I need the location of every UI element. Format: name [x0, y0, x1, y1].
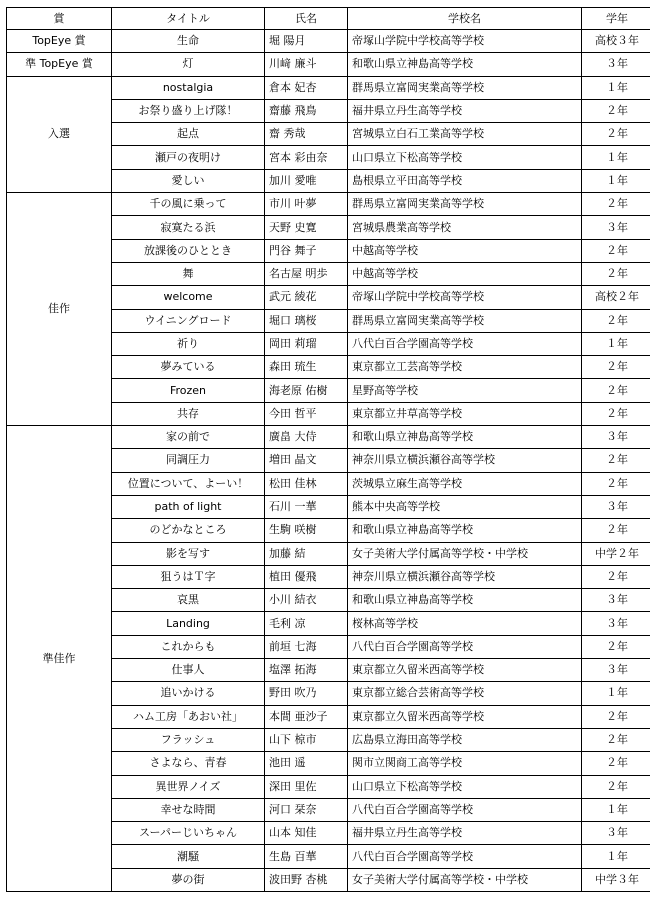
entry-title: 仕事人 [112, 659, 265, 682]
entry-school: 東京都立井草高等学校 [348, 402, 582, 425]
entry-grade: １年 [582, 169, 650, 192]
table-body [7, 30, 650, 892]
entry-school: 和歌山県立神島高等学校 [348, 589, 582, 612]
entry-grade: ２年 [582, 775, 650, 798]
entry-grade: 高校２年 [582, 286, 650, 309]
entry-name: 植田 優飛 [265, 565, 348, 588]
entry-grade: １年 [582, 332, 650, 355]
entry-grade: １年 [582, 682, 650, 705]
entry-name: 本間 亜沙子 [265, 705, 348, 728]
entry-school: 島根県立平田高等学校 [348, 169, 582, 192]
entry-name: 石川 一華 [265, 495, 348, 518]
entry-name: 倉本 妃杏 [265, 76, 348, 99]
entry-title: 同調圧力 [112, 449, 265, 472]
entry-school: 福井県立丹生高等学校 [348, 99, 582, 122]
entry-name: 武元 綾花 [265, 286, 348, 309]
entry-grade: ２年 [582, 99, 650, 122]
entry-grade: ２年 [582, 705, 650, 728]
table-row [7, 53, 650, 76]
entry-school: 東京都立工芸高等学校 [348, 356, 582, 379]
header-row [7, 8, 650, 30]
entry-title: 瀬戸の夜明け [112, 146, 265, 169]
entry-title: 灯 [112, 53, 265, 76]
entry-title: 愛しい [112, 169, 265, 192]
entry-school: 東京都立総合芸術高等学校 [348, 682, 582, 705]
entry-name: 名古屋 明歩 [265, 262, 348, 285]
entry-title: フラッシュ [112, 728, 265, 751]
entry-name: 山本 知佳 [265, 822, 348, 845]
entry-grade: １年 [582, 845, 650, 868]
entry-grade: ２年 [582, 193, 650, 216]
entry-title: 追いかける [112, 682, 265, 705]
entry-name: 松田 佳林 [265, 472, 348, 495]
entry-name: 増田 晶文 [265, 449, 348, 472]
entry-school: 女子美術大学付属高等学校・中学校 [348, 868, 582, 891]
entry-title: 舞 [112, 262, 265, 285]
entry-grade: ３年 [582, 612, 650, 635]
entry-title: 異世界ノイズ [112, 775, 265, 798]
entry-grade: ２年 [582, 728, 650, 751]
entry-name: 齋藤 飛鳥 [265, 99, 348, 122]
entry-grade: ２年 [582, 519, 650, 542]
entry-school: 女子美術大学付属高等学校・中学校 [348, 542, 582, 565]
entry-school: 山口県立下松高等学校 [348, 775, 582, 798]
entry-grade: ３年 [582, 53, 650, 76]
entry-title: 哀黒 [112, 589, 265, 612]
entry-name: 加藤 結 [265, 542, 348, 565]
award-category-cell: 入選 [7, 76, 112, 192]
entry-school: 群馬県立富岡実業高等学校 [348, 193, 582, 216]
entry-name: 小川 結衣 [265, 589, 348, 612]
entry-name: 塩澤 拓海 [265, 659, 348, 682]
entry-title: 狙うはＴ字 [112, 565, 265, 588]
entry-name: 齋 秀哉 [265, 123, 348, 146]
entry-grade: ２年 [582, 402, 650, 425]
header-award: 賞 [7, 8, 112, 30]
entry-school: 熊本中央高等学校 [348, 495, 582, 518]
entry-grade: １年 [582, 76, 650, 99]
entry-school: 山口県立下松高等学校 [348, 146, 582, 169]
entry-school: 和歌山県立神島高等学校 [348, 53, 582, 76]
entry-school: 和歌山県立神島高等学校 [348, 426, 582, 449]
entry-grade: ３年 [582, 589, 650, 612]
entry-grade: ２年 [582, 309, 650, 332]
entry-grade: 中学２年 [582, 542, 650, 565]
entry-title: Landing [112, 612, 265, 635]
entry-name: 門谷 舞子 [265, 239, 348, 262]
entry-school: 八代白百合学園高等学校 [348, 332, 582, 355]
entry-title: スーパーじいちゃん [112, 822, 265, 845]
table-row [7, 193, 650, 216]
entry-grade: ２年 [582, 472, 650, 495]
entry-title: path of light [112, 495, 265, 518]
entry-school: 群馬県立富岡実業高等学校 [348, 76, 582, 99]
entry-title: 夢みている [112, 356, 265, 379]
entry-title: ハム工房「あおい社」 [112, 705, 265, 728]
entry-title: 寂寞たる浜 [112, 216, 265, 239]
entry-grade: ２年 [582, 379, 650, 402]
awards-table [6, 7, 650, 892]
entry-grade: ３年 [582, 659, 650, 682]
entry-title: 生命 [112, 30, 265, 53]
entry-grade: １年 [582, 798, 650, 821]
entry-name: 前垣 七海 [265, 635, 348, 658]
entry-name: 岡田 莉瑠 [265, 332, 348, 355]
entry-school: 広島県立海田高等学校 [348, 728, 582, 751]
entry-school: 神奈川県立横浜瀬谷高等学校 [348, 449, 582, 472]
entry-title: Frozen [112, 379, 265, 402]
entry-name: 海老原 佑樹 [265, 379, 348, 402]
entry-name: 堀口 璃桜 [265, 309, 348, 332]
entry-school: 東京都立久留米西高等学校 [348, 705, 582, 728]
entry-title: さよなら、青春 [112, 752, 265, 775]
entry-name: 市川 叶夢 [265, 193, 348, 216]
entry-grade: ３年 [582, 426, 650, 449]
entry-title: 祈り [112, 332, 265, 355]
entry-school: 宮城県立白石工業高等学校 [348, 123, 582, 146]
entry-grade: ２年 [582, 123, 650, 146]
entry-grade: ２年 [582, 635, 650, 658]
entry-name: 深田 里佐 [265, 775, 348, 798]
entry-name: 池田 遥 [265, 752, 348, 775]
entry-name: 生島 百華 [265, 845, 348, 868]
entry-name: 堀 陽月 [265, 30, 348, 53]
entry-school: 神奈川県立横浜瀬谷高等学校 [348, 565, 582, 588]
entry-name: 野田 吹乃 [265, 682, 348, 705]
entry-name: 森田 琉生 [265, 356, 348, 379]
entry-school: 八代白百合学園高等学校 [348, 798, 582, 821]
entry-title: 潮騒 [112, 845, 265, 868]
entry-title: のどかなところ [112, 519, 265, 542]
award-category-cell: 佳作 [7, 193, 112, 426]
entry-name: 毛利 凉 [265, 612, 348, 635]
table-header [7, 8, 650, 30]
entry-grade: １年 [582, 146, 650, 169]
entry-grade: ２年 [582, 262, 650, 285]
header-title: タイトル [112, 8, 265, 30]
entry-title: ウイニングロード [112, 309, 265, 332]
entry-grade: ３年 [582, 822, 650, 845]
table-row [7, 76, 650, 99]
award-category-cell: 準 TopEye 賞 [7, 53, 112, 76]
header-grade: 学年 [582, 8, 650, 30]
entry-name: 生駒 咲樹 [265, 519, 348, 542]
entry-name: 波田野 杏桃 [265, 868, 348, 891]
entry-grade: ２年 [582, 356, 650, 379]
header-school: 学校名 [348, 8, 582, 30]
entry-title: これからも [112, 635, 265, 658]
entry-school: 中越高等学校 [348, 239, 582, 262]
entry-grade: ２年 [582, 239, 650, 262]
entry-name: 河口 栞奈 [265, 798, 348, 821]
entry-title: 起点 [112, 123, 265, 146]
entry-grade: 高校３年 [582, 30, 650, 53]
entry-school: 東京都立久留米西高等学校 [348, 659, 582, 682]
entry-name: 天野 史寛 [265, 216, 348, 239]
entry-grade: ２年 [582, 565, 650, 588]
entry-title: 千の風に乗って [112, 193, 265, 216]
entry-name: 加川 愛唯 [265, 169, 348, 192]
entry-name: 宮本 彩由奈 [265, 146, 348, 169]
entry-school: 帝塚山学院中学校高等学校 [348, 286, 582, 309]
entry-title: 幸せな時間 [112, 798, 265, 821]
entry-name: 山下 椋市 [265, 728, 348, 751]
entry-school: 宮城県農業高等学校 [348, 216, 582, 239]
table-row [7, 30, 650, 53]
entry-title: お祭り盛り上げ隊！ [112, 99, 265, 122]
entry-name: 廣畠 大侍 [265, 426, 348, 449]
entry-title: 位置について、よーい！ [112, 472, 265, 495]
entry-school: 八代白百合学園高等学校 [348, 845, 582, 868]
entry-grade: ２年 [582, 752, 650, 775]
entry-title: 家の前で [112, 426, 265, 449]
entry-title: 放課後のひととき [112, 239, 265, 262]
entry-school: 桜林高等学校 [348, 612, 582, 635]
entry-school: 和歌山県立神島高等学校 [348, 519, 582, 542]
entry-grade: ３年 [582, 216, 650, 239]
entry-grade: ３年 [582, 495, 650, 518]
award-category-cell: 準佳作 [7, 426, 112, 892]
table-row [7, 426, 650, 449]
entry-title: 夢の街 [112, 868, 265, 891]
entry-school: 星野高等学校 [348, 379, 582, 402]
award-category-cell: TopEye 賞 [7, 30, 112, 53]
entry-school: 群馬県立富岡実業高等学校 [348, 309, 582, 332]
entry-school: 帝塚山学院中学校高等学校 [348, 30, 582, 53]
entry-school: 八代白百合学園高等学校 [348, 635, 582, 658]
entry-school: 中越高等学校 [348, 262, 582, 285]
entry-school: 関市立関商工高等学校 [348, 752, 582, 775]
entry-title: 共存 [112, 402, 265, 425]
entry-grade: 中学３年 [582, 868, 650, 891]
entry-name: 今田 哲平 [265, 402, 348, 425]
header-name: 氏名 [265, 8, 348, 30]
entry-title: welcome [112, 286, 265, 309]
entry-name: 川﨑 廉斗 [265, 53, 348, 76]
entry-title: 影を写す [112, 542, 265, 565]
entry-title: nostalgia [112, 76, 265, 99]
entry-school: 茨城県立麻生高等学校 [348, 472, 582, 495]
entry-school: 福井県立丹生高等学校 [348, 822, 582, 845]
entry-grade: ２年 [582, 449, 650, 472]
